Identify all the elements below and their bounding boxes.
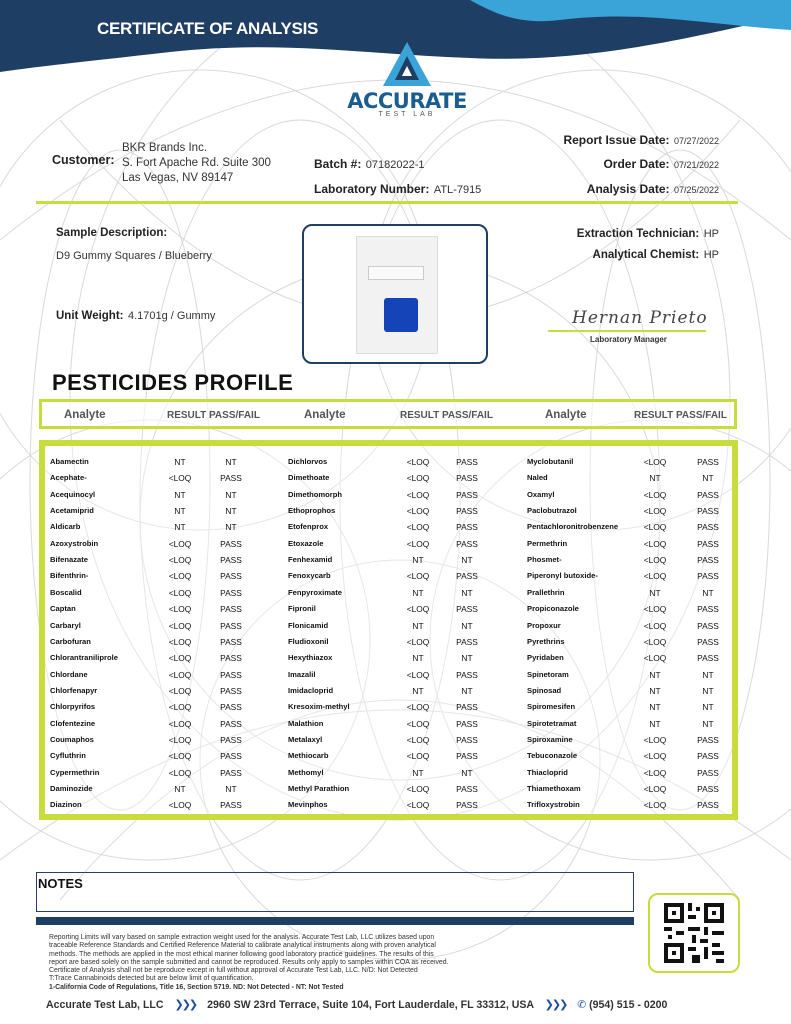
result-value: NT: [412, 653, 424, 664]
pass-fail-value: PASS: [456, 522, 478, 533]
result-value: <LOQ: [168, 767, 192, 778]
pass-fail-value: NT: [461, 767, 473, 778]
report-issue-date: [563, 131, 719, 149]
extraction-technician-label: Extraction Technician:: [576, 228, 700, 240]
result-value: <LOQ: [643, 555, 667, 566]
analyte-name: Thiamethoxam: [527, 784, 581, 793]
pass-fail-value: NT: [461, 653, 473, 664]
logo-triangle-icon: [345, 38, 469, 90]
result-value: <LOQ: [406, 473, 430, 484]
analyte-name: Spiroxamine: [527, 734, 573, 744]
pass-fail-value: NT: [225, 457, 237, 467]
pass-fail-value: PASS: [697, 653, 719, 664]
result-value: NT: [174, 457, 186, 467]
result-value: <LOQ: [643, 636, 667, 647]
pass-fail-value: PASS: [220, 800, 242, 811]
analyte-name: Captan: [50, 604, 76, 614]
pass-fail-value: PASS: [456, 489, 478, 500]
pass-fail-value: PASS: [456, 669, 478, 680]
disclaimer-line: 1-California Code of Regulations, Title 16, Section 5719. ND: Not Detected - NT: Not Tested: [49, 983, 344, 991]
report-issue-label: Report Issue Date:: [563, 133, 670, 147]
result-value: <LOQ: [406, 669, 430, 680]
result-value: <LOQ: [168, 685, 192, 696]
analyte-name: Etoxazole: [288, 538, 324, 548]
footer-address: 2960 SW 23rd Terrace, Suite 104, Fort Lauderdale, FL 33312, USA: [207, 999, 534, 1011]
disclaimer-line: report are based solely on the sample submitted and cannot be reproduced. Results only apply to samples within COA as received.: [49, 958, 449, 966]
pass-fail-value: NT: [225, 784, 237, 794]
result-value: <LOQ: [168, 800, 192, 811]
result-value: <LOQ: [168, 604, 192, 615]
pass-fail-value: PASS: [220, 702, 242, 713]
analyte-name: Spinosad: [527, 685, 562, 695]
pass-fail-value: PASS: [456, 702, 478, 713]
analyte-name: Azoxystrobin: [50, 538, 99, 548]
result-value: <LOQ: [643, 571, 667, 582]
pass-fail-value: PASS: [697, 604, 719, 615]
pass-fail-value: NT: [702, 702, 714, 713]
pass-fail-value: PASS: [697, 571, 719, 582]
result-value: <LOQ: [643, 620, 667, 631]
header-analyte-2: Analyte: [304, 409, 346, 421]
disclaimer-line: Certificate of Analysis shall not be reproduce except in full without approval of Accurate Test Lab, LLC. N/D: Not Detected: [49, 967, 418, 975]
analyte-name: Oxamyl: [527, 489, 555, 499]
pass-fail-value: PASS: [220, 685, 242, 696]
analyte-name: Pyridaben: [527, 653, 564, 663]
header-passfail-3: PASS/FAIL: [676, 410, 727, 421]
analyte-name: Flonicamid: [288, 620, 329, 630]
result-value: <LOQ: [168, 669, 192, 680]
analyte-name: Naled: [527, 473, 548, 483]
customer-address-line2: Las Vegas, NV 89147: [122, 172, 234, 184]
result-value: NT: [649, 702, 661, 713]
extraction-technician-value: HP: [703, 228, 719, 240]
analyte-name: Cyfluthrin: [50, 751, 86, 761]
lab-number-label: Laboratory Number:: [314, 182, 430, 196]
pass-fail-value: PASS: [456, 734, 478, 745]
analyte-name: Methyl Parathion: [288, 784, 350, 793]
pass-fail-value: PASS: [220, 734, 242, 745]
logo-subtitle: TEST LAB: [378, 111, 436, 118]
analyte-name: Imazalil: [288, 669, 316, 679]
header-result-3: RESULT: [634, 410, 674, 421]
pass-fail-value: PASS: [697, 751, 719, 762]
sample-bag: [356, 236, 438, 354]
pass-fail-value: PASS: [220, 604, 242, 615]
result-value: NT: [649, 685, 661, 696]
signature-underline: [548, 330, 706, 332]
result-value: <LOQ: [406, 784, 430, 794]
result-value: <LOQ: [168, 636, 192, 647]
analyte-name: Bifenthrin-: [50, 571, 89, 581]
result-value: NT: [412, 685, 424, 696]
analyte-name: Chlordane: [50, 669, 88, 679]
analyte-name: Mevinphos: [288, 800, 328, 810]
result-value: <LOQ: [406, 457, 430, 467]
analyte-name: Hexythiazox: [288, 653, 333, 663]
table-header: [39, 399, 737, 429]
pass-fail-value: PASS: [456, 636, 478, 647]
pass-fail-value: NT: [461, 685, 473, 696]
batch-label: Batch #:: [314, 157, 362, 171]
result-value: NT: [412, 555, 424, 566]
analyte-name: Fenhexamid: [288, 555, 333, 565]
analyte-name: Trifloxystrobin: [527, 800, 580, 810]
notes-bar: [36, 917, 634, 925]
result-value: <LOQ: [168, 620, 192, 631]
notes-title: NOTES: [38, 876, 83, 891]
result-value: <LOQ: [406, 538, 430, 549]
result-value: <LOQ: [406, 636, 430, 647]
result-value: <LOQ: [643, 653, 667, 664]
analyte-name: Dimethomorph: [288, 489, 342, 499]
analyte-name: Carbofuran: [50, 636, 91, 646]
header-passfail-1: PASS/FAIL: [209, 410, 260, 421]
analyte-name: Piperonyl butoxide-: [527, 571, 598, 581]
pass-fail-value: PASS: [697, 800, 719, 811]
section-title: PESTICIDES PROFILE: [52, 370, 294, 395]
pass-fail-value: PASS: [697, 784, 719, 794]
pass-fail-value: NT: [225, 506, 237, 517]
footer-phone[interactable]: (954) 515 - 0200: [589, 999, 668, 1011]
laboratory-number: [314, 180, 481, 198]
result-value: NT: [649, 669, 661, 680]
result-value: <LOQ: [168, 587, 192, 598]
customer-label: Customer:: [52, 153, 115, 167]
pass-fail-value: PASS: [220, 555, 242, 566]
pass-fail-value: PASS: [456, 506, 478, 517]
analyte-name: Diazinon: [50, 800, 82, 810]
result-value: NT: [174, 784, 186, 794]
pass-fail-value: NT: [461, 555, 473, 566]
sample-bag-label: [368, 266, 424, 280]
analyte-name: Acetamiprid: [50, 506, 94, 516]
result-value: NT: [649, 587, 661, 598]
analyte-name: Thiacloprid: [527, 767, 568, 777]
result-value: <LOQ: [406, 571, 430, 582]
sample-description-value: D9 Gummy Squares / Blueberry: [56, 250, 212, 262]
pass-fail-value: PASS: [220, 538, 242, 549]
pass-fail-value: PASS: [697, 506, 719, 517]
result-value: <LOQ: [406, 751, 430, 762]
result-value: <LOQ: [643, 751, 667, 762]
result-value: <LOQ: [168, 555, 192, 566]
analyte-name: Propoxur: [527, 620, 561, 630]
chevrons-right-icon: ❯❯❯: [544, 999, 567, 1011]
analyte-name: Chlorpyrifos: [50, 702, 96, 712]
pass-fail-value: PASS: [697, 734, 719, 745]
analyte-name: Spinetoram: [527, 669, 569, 679]
pass-fail-value: NT: [461, 620, 473, 631]
order-date: [603, 155, 719, 173]
analyte-name: Spiromesifen: [527, 702, 576, 712]
analyte-name: Methomyl: [288, 767, 324, 777]
pass-fail-value: PASS: [697, 538, 719, 549]
result-value: <LOQ: [168, 718, 192, 729]
analyte-name: Fenpyroximate: [288, 587, 343, 597]
pass-fail-value: PASS: [456, 800, 478, 811]
qr-code[interactable]: [648, 893, 740, 973]
result-value: <LOQ: [406, 800, 430, 811]
pass-fail-value: PASS: [697, 489, 719, 500]
pass-fail-value: PASS: [220, 473, 242, 484]
analyte-name: Prallethrin: [527, 587, 565, 597]
pass-fail-value: NT: [461, 587, 473, 598]
result-value: <LOQ: [406, 506, 430, 517]
result-value: <LOQ: [168, 571, 192, 582]
result-value: <LOQ: [643, 734, 667, 745]
lab-number-value: ATL-7915: [433, 184, 482, 196]
result-value: <LOQ: [168, 734, 192, 745]
pass-fail-value: PASS: [697, 457, 719, 467]
result-value: <LOQ: [406, 702, 430, 713]
analyte-name: Malathion: [288, 718, 324, 728]
notes-box: [36, 872, 634, 912]
batch-number: [314, 155, 425, 173]
result-value: NT: [412, 620, 424, 631]
analyte-name: Fenoxycarb: [288, 571, 331, 581]
pass-fail-value: NT: [702, 685, 714, 696]
analyte-name: Phosmet-: [527, 555, 562, 565]
extraction-technician: [577, 224, 719, 242]
customer-name: BKR Brands Inc.: [122, 142, 208, 154]
unit-weight: [56, 306, 215, 324]
analysis-date: [587, 180, 719, 198]
analysis-date-label: Analysis Date:: [586, 182, 670, 196]
pass-fail-value: NT: [702, 587, 714, 598]
result-value: NT: [174, 506, 186, 517]
pass-fail-value: NT: [702, 718, 714, 729]
analyte-name: Propiconazole: [527, 604, 579, 614]
manager-title: Laboratory Manager: [590, 335, 667, 344]
chevrons-right-icon: ❯❯❯: [174, 999, 197, 1011]
manager-signature: Hernan Prieto: [572, 308, 708, 328]
pesticides-table: [39, 440, 738, 820]
analyte-name: Fipronil: [288, 604, 316, 614]
unit-weight-label: Unit Weight:: [56, 310, 124, 322]
analyte-name: Etofenprox: [288, 522, 329, 532]
analyte-name: Coumaphos: [50, 734, 94, 744]
analyte-name: Carbaryl: [50, 620, 81, 630]
disclaimer-line: T:Trace Cannabinoids detected but are below limit of quantification.: [49, 975, 254, 983]
result-value: <LOQ: [406, 718, 430, 729]
result-value: <LOQ: [643, 506, 667, 517]
analyte-name: Imidacloprid: [288, 685, 334, 695]
header-divider: [36, 201, 738, 204]
result-value: <LOQ: [168, 751, 192, 762]
pass-fail-value: PASS: [697, 620, 719, 631]
result-value: <LOQ: [168, 702, 192, 713]
header-result-1: RESULT: [167, 410, 207, 421]
analytical-chemist-label: Analytical Chemist:: [592, 249, 700, 261]
disclaimer-line: Reporting Limits will vary based on sample extraction weight used for the analysis. Accurate Test Lab, LLC utilizes based upon: [49, 934, 435, 941]
pass-fail-value: PASS: [220, 669, 242, 680]
pass-fail-value: NT: [225, 489, 237, 500]
header-result-2: RESULT: [400, 410, 440, 421]
certificate-title: CERTIFICATE OF ANALYSIS: [97, 19, 319, 38]
result-value: <LOQ: [643, 604, 667, 615]
pass-fail-value: PASS: [456, 473, 478, 484]
result-value: NT: [649, 473, 661, 484]
analyte-name: Chlorantraniliprole: [50, 653, 118, 663]
analyte-name: Paclobutrazol: [527, 506, 577, 516]
disclaimer-line: methods. The methods are applied in the most ethical manner following good laboratory practice guidelines. The results of this: [49, 950, 434, 958]
analyte-name: Acephate-: [50, 473, 87, 483]
pass-fail-value: PASS: [220, 767, 242, 778]
result-value: <LOQ: [168, 653, 192, 664]
result-value: <LOQ: [643, 800, 667, 811]
customer-address-line1: S. Fort Apache Rd. Suite 300: [122, 157, 271, 169]
pass-fail-value: PASS: [456, 784, 478, 794]
pass-fail-value: NT: [702, 473, 714, 484]
analyte-name: Aldicarb: [50, 522, 81, 532]
result-value: <LOQ: [643, 489, 667, 500]
analyte-name: Dimethoate: [288, 473, 330, 483]
analyte-name: Abamectin: [50, 457, 89, 466]
pass-fail-value: PASS: [456, 457, 478, 467]
pass-fail-value: PASS: [220, 620, 242, 631]
report-issue-value: 07/27/2022: [673, 136, 719, 146]
analyte-name: Ethoprophos: [288, 506, 336, 516]
pass-fail-value: NT: [702, 669, 714, 680]
analyte-name: Kresoxim-methyl: [288, 702, 350, 712]
pass-fail-value: PASS: [456, 718, 478, 729]
sample-photo: [302, 224, 488, 364]
analytical-chemist: [593, 245, 719, 263]
result-value: NT: [174, 489, 186, 500]
header-passfail-2: PASS/FAIL: [442, 410, 493, 421]
analyte-name: Cypermethrin: [50, 767, 100, 777]
pass-fail-value: NT: [225, 522, 237, 533]
pass-fail-value: PASS: [697, 555, 719, 566]
analyte-name: Metalaxyl: [288, 734, 323, 744]
pass-fail-value: PASS: [697, 522, 719, 533]
batch-value: 07182022-1: [365, 159, 425, 171]
footer: [46, 998, 667, 1011]
result-value: <LOQ: [643, 767, 667, 778]
result-value: <LOQ: [406, 734, 430, 745]
analysis-date-value: 07/25/2022: [673, 185, 719, 195]
pass-fail-value: PASS: [220, 718, 242, 729]
header-analyte-1: Analyte: [64, 409, 106, 421]
phone-icon: ✆: [577, 999, 587, 1011]
result-value: <LOQ: [406, 604, 430, 615]
lab-logo: [345, 38, 469, 120]
pass-fail-value: PASS: [220, 653, 242, 664]
pass-fail-value: PASS: [456, 571, 478, 582]
result-value: <LOQ: [643, 784, 667, 794]
result-value: <LOQ: [643, 522, 667, 533]
pass-fail-value: PASS: [220, 751, 242, 762]
analyte-name: Chlorfenapyr: [50, 685, 98, 695]
analyte-name: Clofentezine: [50, 718, 96, 728]
pass-fail-value: PASS: [220, 587, 242, 598]
analyte-name: Spirotetramat: [527, 718, 577, 728]
pass-fail-value: PASS: [456, 604, 478, 615]
sample-description-label: Sample Description:: [56, 227, 168, 239]
analyte-name: Pyrethrins: [527, 636, 565, 646]
analyte-name: Methiocarb: [288, 751, 329, 761]
logo-wordmark: ACCURATE: [347, 89, 467, 113]
disclaimer: [49, 934, 629, 992]
pass-fail-value: PASS: [456, 751, 478, 762]
analyte-name: Daminozide: [50, 784, 93, 793]
analyte-name: Fludioxonil: [288, 636, 329, 646]
order-date-value: 07/21/2022: [673, 160, 719, 170]
analyte-name: Dichlorvos: [288, 457, 328, 466]
order-date-label: Order Date:: [603, 157, 670, 171]
result-value: NT: [649, 718, 661, 729]
result-value: NT: [412, 767, 424, 778]
analyte-name: Tebuconazole: [527, 751, 578, 761]
analyte-name: Acequinocyl: [50, 489, 96, 499]
result-value: <LOQ: [406, 522, 430, 533]
analyte-name: Myclobutanil: [527, 457, 574, 466]
result-value: <LOQ: [406, 489, 430, 500]
pass-fail-value: PASS: [220, 636, 242, 647]
analyte-name: Pentachloronitrobenzene: [527, 522, 619, 532]
unit-weight-value: 4.1701g / Gummy: [127, 310, 216, 322]
footer-company: Accurate Test Lab, LLC: [46, 999, 164, 1011]
result-value: <LOQ: [643, 538, 667, 549]
qr-code-icon: [664, 903, 724, 963]
analyte-name: Bifenazate: [50, 555, 88, 565]
sample-gummy: [384, 298, 418, 332]
pass-fail-value: PASS: [697, 767, 719, 778]
result-value: <LOQ: [168, 538, 192, 549]
header-analyte-3: Analyte: [545, 409, 587, 421]
disclaimer-line: traceable Reference Standards and Certified Reference Material to calibrate analytical instruments along with proven analytical: [49, 942, 436, 950]
pass-fail-value: PASS: [456, 538, 478, 549]
result-value: <LOQ: [168, 473, 192, 484]
analyte-name: Permethrin: [527, 538, 568, 548]
pass-fail-value: PASS: [697, 636, 719, 647]
analytical-chemist-value: HP: [703, 249, 719, 261]
analyte-name: Boscalid: [50, 587, 82, 597]
result-value: NT: [412, 587, 424, 598]
pass-fail-value: PASS: [220, 571, 242, 582]
result-value: <LOQ: [643, 457, 667, 467]
result-value: NT: [174, 522, 186, 533]
